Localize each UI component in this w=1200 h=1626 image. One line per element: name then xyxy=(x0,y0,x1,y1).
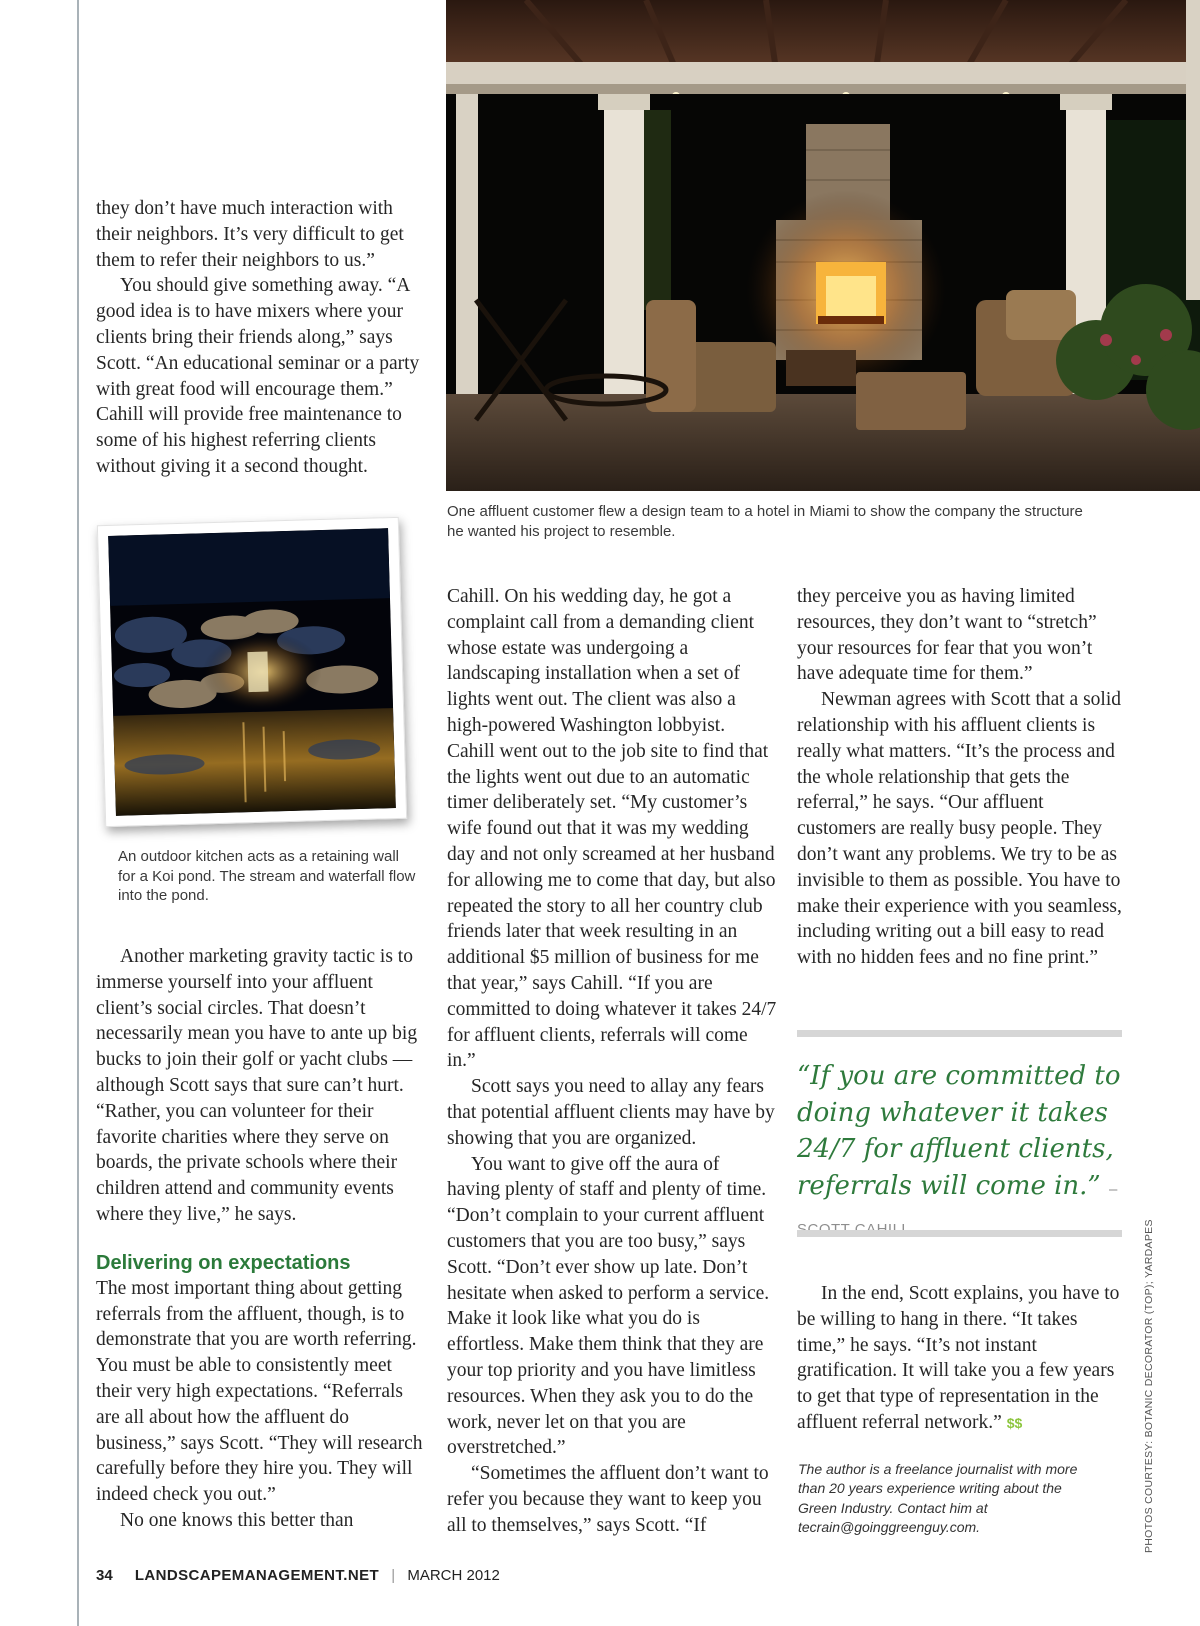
paragraph: Scott says you need to allay any fears that potential affluent clients may have by showing that you are organized. xyxy=(447,1076,775,1149)
publication-name: LANDSCAPEMANAGEMENT.NET xyxy=(134,1567,380,1584)
paragraph: You want to give off the aura of having plenty of staff and plenty of time. “Don’t complain to your current affluent customers that you are too busy,” says Scott. “Don’t ever show up late. Don’t hesitate when asked to perform a service. Make it look like what you do is effortless. Make them think that they are your top priority and you have limitless resources. When they ask you to do the work, never let on that you are overstretched.” xyxy=(447,1153,770,1459)
column-2-text xyxy=(447,584,777,1538)
pavilion-fireplace-image xyxy=(446,0,1200,491)
column-1-bottom-text xyxy=(96,944,426,1534)
paragraph: they perceive you as having limited resources, they don’t want to “stretch” your resources for fear that you won’t have adequate time for them.” xyxy=(797,586,1097,685)
koi-photo-caption: An outdoor kitchen acts as a retaining wall for a Koi pond. The stream and waterfall flow into the pond. xyxy=(118,848,416,904)
page-number: 34 xyxy=(96,1567,113,1584)
column-3-top-text xyxy=(797,584,1127,971)
koi-pond-photo xyxy=(108,528,396,816)
section-subhead: Delivering on expectations xyxy=(96,1251,351,1274)
column-1-top-text xyxy=(96,196,426,480)
paragraph: No one knows this better than xyxy=(120,1509,354,1531)
pull-quote xyxy=(797,1058,1132,1249)
paragraph: Newman agrees with Scott that a solid relationship with his affluent clients is really what matters. “It’s the process and the whole relationship that gets the referral,” he says. “Our affluent customers are really busy people. They don’t want any problems. We try to be as invisible to them as possible. You have to make their experience with you seamless, including writing out a bill easy to read with no hidden fees and no fine print.” xyxy=(797,689,1122,969)
paragraph: Cahill. On his wedding day, he got a complaint call from a demanding client whose estate was undergoing a landscaping installation when a set of lights went out. The client was also a high-powered Washington lobbyist. Cahill went out to the job site to find that the lights went out due to an automatic timer deliberately set. “My customer’s wife found out that it was my wedding day and not only screamed at her husband for allowing me to come that day, but also repeated the story to all her country club friends later that week resulting in an additional $5 million of business for me that year,” says Cahill. “If you are committed to doing whatever it takes 24/7 for affluent clients, referrals will come in.” xyxy=(447,586,777,1072)
end-mark-icon: $$ xyxy=(1006,1414,1023,1431)
author-bio: The author is a freelance journalist with more than 20 years experience writing about the Green Industry. Contact him at tecrain@goinggreenguy.com. xyxy=(798,1461,1078,1535)
pullquote-bottom-rule xyxy=(797,1230,1122,1237)
paragraph: “Sometimes the affluent don’t want to refer you because they want to keep you all to themselves,” says Scott. “If xyxy=(447,1463,769,1536)
pavilion-fireplace-photo xyxy=(446,0,1200,491)
page-gutter-rule xyxy=(77,0,79,1626)
pull-quote-text: “If you are committed to doing whatever it takes 24/7 for affluent clients, referrals will come in.” xyxy=(797,1061,1121,1201)
pull-quote-attribution: – xyxy=(1108,1180,1118,1198)
closing-paragraph xyxy=(797,1281,1127,1437)
closing-paragraph-text: In the end, Scott explains, you have to be willing to hang in there. “It takes time,” he says. “It’s not instant gratification. It will take you a few years to get that type of representation in the affluent referral network.” xyxy=(797,1283,1120,1433)
koi-pond-photo-frame xyxy=(97,517,407,827)
issue-date: MARCH 2012 xyxy=(407,1567,500,1584)
koi-pond-image xyxy=(108,528,396,816)
footer-separator: | xyxy=(391,1567,396,1584)
photo-credit: PHOTOS COURTESY: BOTANIC DECORATOR (TOP); YARDAPES xyxy=(1143,1219,1155,1553)
page-footer xyxy=(96,1567,500,1584)
main-photo-caption: One affluent customer flew a design team to a hotel in Miami to show the company the structure he wanted his project to resemble. xyxy=(447,503,1083,540)
paragraph: The most important thing about getting referrals from the affluent, though, is to demonstrate that you are worth referring. You must be able to consistently meet their very high expectations. “Referrals are all about how the affluent do business,” says Scott. “They will research carefully before they hire you. They will indeed check you out.” xyxy=(96,1277,423,1506)
paragraph: Another marketing gravity tactic is to immerse yourself into your affluent client’s social circles. That doesn’t necessarily mean you have to ante up big bucks to join their golf or yacht clubs — although Scott says that sure can’t hurt. “Rather, you can volunteer for their favorite charities where they serve on boards, the private schools where their children attend and community events where they live,” he says. xyxy=(96,946,418,1225)
pullquote-top-rule xyxy=(797,1030,1122,1037)
paragraph: they don’t have much interaction with their neighbors. It’s very difficult to get them to refer their neighbors to us.” xyxy=(96,198,404,271)
column-3-bottom-text xyxy=(797,1281,1127,1437)
paragraph: You should give something away. “A good idea is to have mixers where your clients bring their friends along,” says Scott. “An educational seminar or a party with great food will encourage them.” Cahill will provide free maintenance to some of his highest referring clients without giving it a second thought. xyxy=(96,275,420,477)
